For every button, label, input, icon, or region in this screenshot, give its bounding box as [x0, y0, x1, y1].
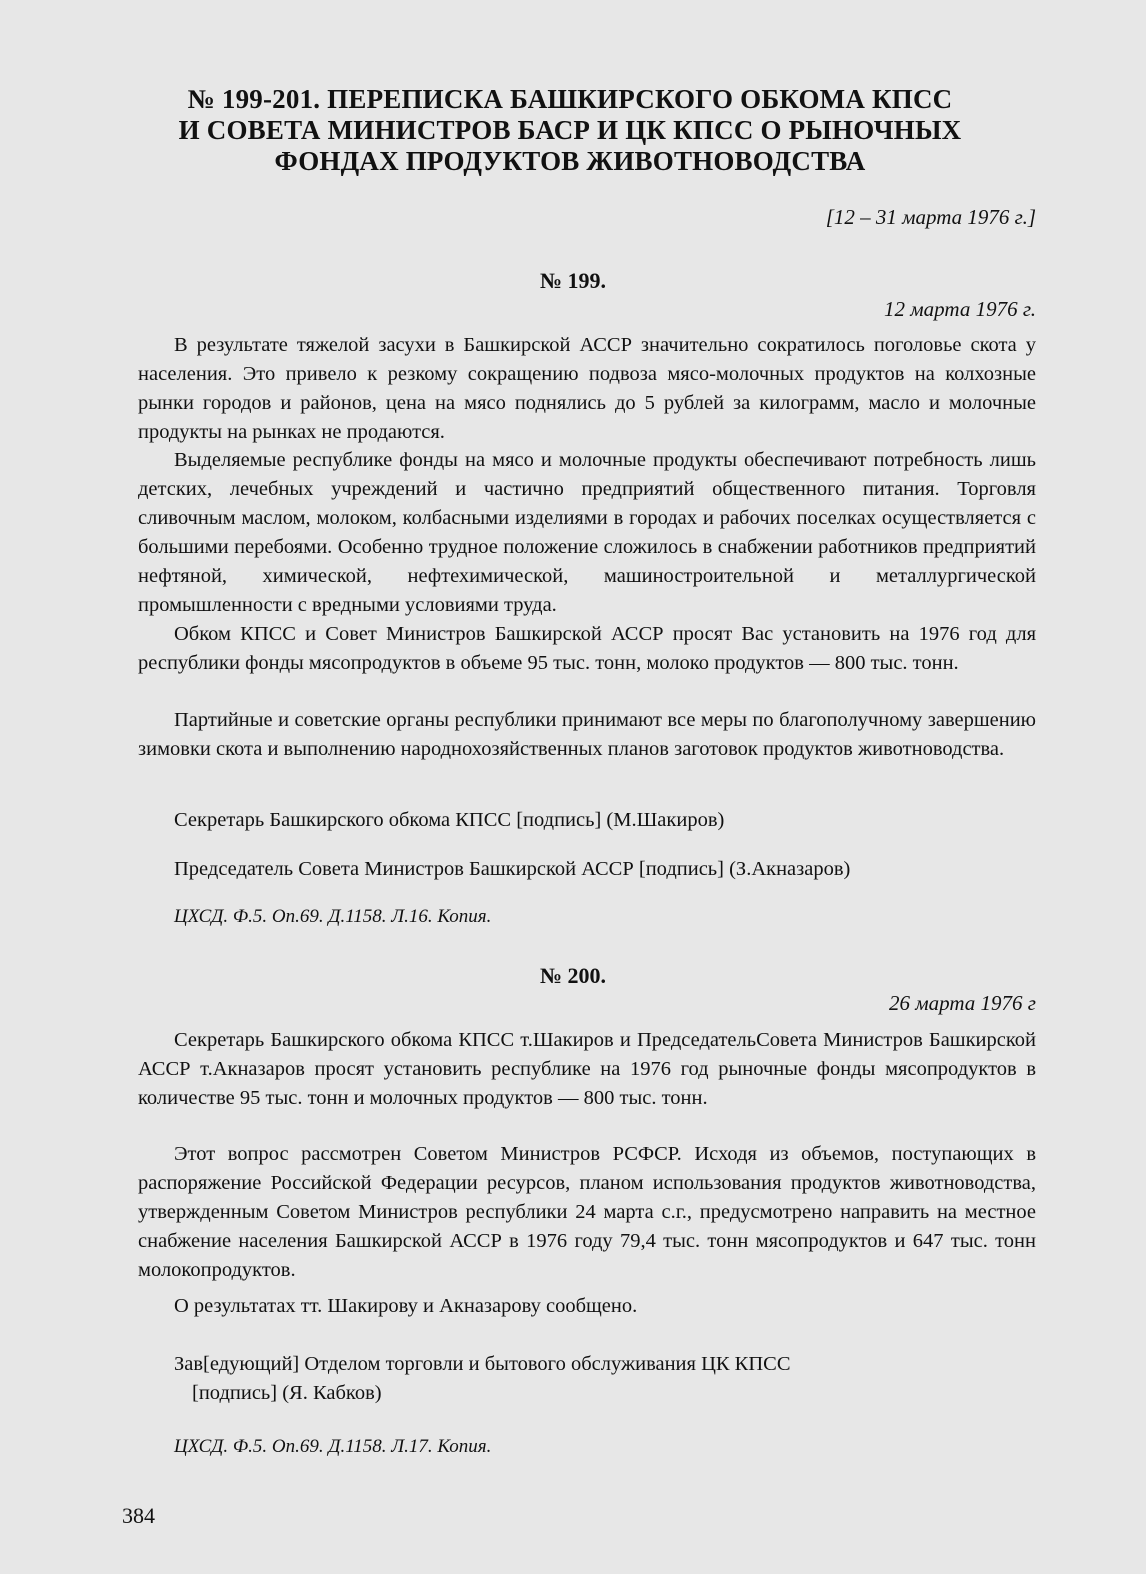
- title-line-2: И СОВЕТА МИНИСТРОВ БАСР И ЦК КПСС О РЫНОЧНЫХ: [178, 115, 962, 145]
- doc-199-paragraph: Партийные и советские органы республики принимают все меры по благополучному завершению зимовки скота и выполнению народнохозяйственных планов заготовок продуктов животноводства.: [138, 709, 1036, 760]
- title-line-1: № 199-201. ПЕРЕПИСКА БАШКИРСКОГО ОБКОМА КПСС: [187, 84, 953, 114]
- doc-199-paragraph: Выделяемые республике фонды на мясо и молочные продукты обеспечивают потребность лишь детских, лечебных учреждений и частично предприятий общественного питания. Торговля сливочным маслом, молоком, колбасными изделиями в городах и рабочих поселках осуществляется с большими перебоями. Особенно трудное положение сложилось в снабжении работников предприятий нефтяной, химической, нефтехимической, машиностроительной и металлургической промышленности с вредными условиями труда.: [138, 449, 1036, 616]
- document-title: [90, 84, 1050, 177]
- doc-199-signature-secretary: Секретарь Башкирского обкома КПСС [подпись] (М.Шакиров): [174, 809, 725, 831]
- doc-199-paragraph: Обком КПСС и Совет Министров Башкирской АССР просят Вас установить на 1976 год для республики фонды мясопродуктов в объеме 95 тыс. тонн, молоко продуктов — 800 тыс. тонн.: [138, 623, 1036, 674]
- doc-199-source: ЦХСД. Ф.5. Оп.69. Д.1158. Л.16. Копия.: [174, 906, 492, 927]
- doc-199-number: № 199.: [539, 268, 607, 293]
- doc-200-source: ЦХСД. Ф.5. Оп.69. Д.1158. Л.17. Копия.: [174, 1436, 492, 1457]
- doc-200-paragraph: Этот вопрос рассмотрен Советом Министров РСФСР. Исходя из объемов, поступающих в распоряжение Российской Федерации ресурсов, планом использования продуктов животноводства, утвержденным Советом Министров республики 24 марта с.г., предусмотрено направить на местное снабжение населения Башкирской АССР в 1976 году 79,4 тыс. тонн мясопродуктов и 647 тыс. тонн молокопродуктов.: [138, 1143, 1036, 1281]
- doc-200-paragraph: О результатах тт. Шакирову и Акназарову сообщено.: [174, 1295, 638, 1317]
- doc-199-signature-chairman: Председатель Совета Министров Башкирской АССР [подпись] (З.Акназаров): [174, 858, 851, 880]
- doc-200-paragraph: Секретарь Башкирского обкома КПСС т.Шакиров и ПредседательСовета Министров Башкирской АССР т.Акназаров просят установить республике на 1976 год рыночные фонды мясопродуктов в количестве 95 тыс. тонн и молочных продуктов — 800 тыс. тонн.: [138, 1029, 1036, 1109]
- doc-200-signature: [174, 1350, 1034, 1408]
- doc-200-date: 26 марта 1976 г: [889, 991, 1036, 1015]
- date-range: [12 – 31 марта 1976 г.]: [825, 205, 1036, 229]
- doc-200-signature-title: Зав[едующий] Отделом торговли и бытового обслуживания ЦК КПСС: [174, 1353, 791, 1375]
- page-number: 384: [122, 1503, 155, 1528]
- doc-200-signature-name: [подпись] (Я. Кабков): [192, 1382, 382, 1404]
- doc-199-paragraph: В результате тяжелой засухи в Башкирской АССР значительно сократилось поголовье скота у населения. Это привело к резкому сокращению подвоза мясо-молочных продуктов на колхозные рынки городов и районов, цена на мясо поднялись до 5 рублей за килограмм, масло и молочные продукты на рынках не продаются.: [138, 334, 1036, 443]
- doc-200-number: № 200.: [539, 963, 607, 988]
- title-line-3: ФОНДАХ ПРОДУКТОВ ЖИВОТНОВОДСТВА: [274, 146, 866, 176]
- doc-199-date: 12 марта 1976 г.: [884, 297, 1036, 321]
